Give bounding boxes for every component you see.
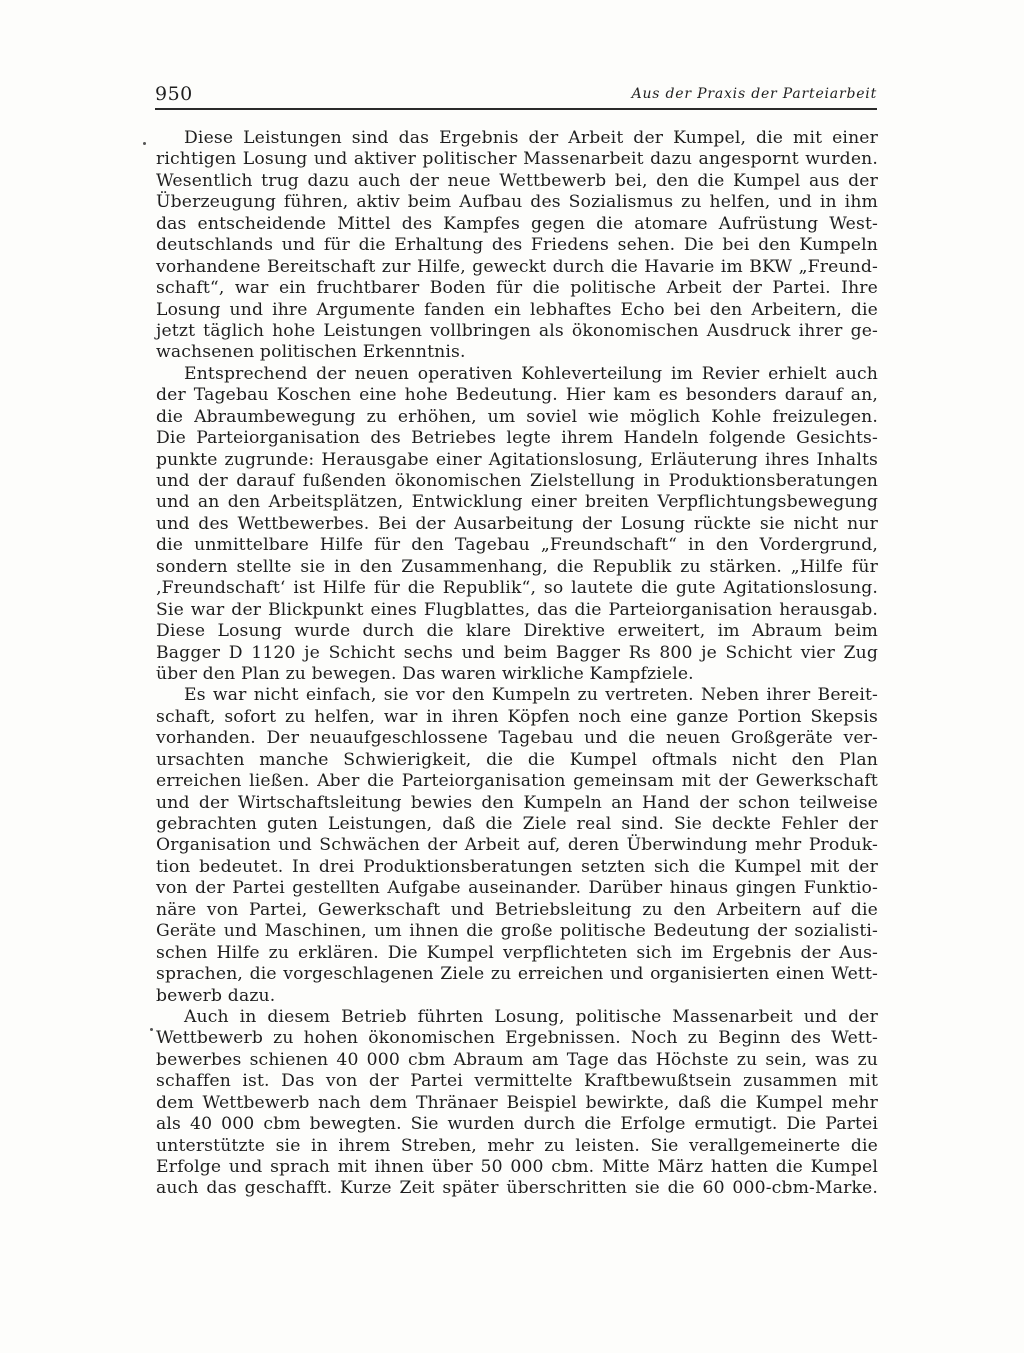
- page-header: [155, 82, 877, 110]
- text-line: der Tagebau Koschen eine hohe Bedeutung. Hier kam es besonders darauf an,: [156, 385, 878, 406]
- text-line: Auch in diesem Betrieb führten Losung, politische Massenarbeit und der: [184, 1006, 878, 1027]
- text-line: Bagger D 1120 je Schicht sechs und beim Bagger Rs 800 je Schicht vier Zug: [156, 642, 878, 663]
- text-line: und der darauf fußenden ökonomischen Zielstellung in Produktionsberatungen: [156, 471, 878, 491]
- text-line: von der Partei gestellten Aufgabe auseinander. Darüber hinaus gingen Funktio-: [156, 878, 878, 899]
- text-line: und der Wirtschaftsleitung bewies den Kumpeln an Hand der schon teilweise: [156, 792, 878, 813]
- text-line: Erfolge und sprach mit ihnen über 50 000 cbm. Mitte März hatten die Kumpel: [156, 1157, 878, 1177]
- text-line: gebrachten guten Leistungen, daß die Ziele real sind. Sie deckte Fehler der: [156, 814, 878, 834]
- text-line: unterstützte sie in ihrem Streben, mehr zu leisten. Sie verallgemeinerte die: [156, 1135, 878, 1156]
- text-line: sondern stellte sie in den Zusammenhang, die Republik zu stärken. „Hilfe für: [156, 556, 878, 577]
- text-line: Losung und ihre Argumente fanden ein lebhaftes Echo bei den Arbeitern, die: [156, 299, 878, 320]
- text-line: wachsenen politischen Erkenntnis.: [156, 342, 466, 363]
- margin-mark: [150, 1028, 153, 1031]
- text-line: über den Plan zu bewegen. Das waren wirkliche Kampfziele.: [156, 663, 694, 684]
- text-line: ‚Freundschaft‘ ist Hilfe für die Republik“, so lautete die gute Agitationslosung.: [156, 578, 878, 599]
- text-line: schen Hilfe zu erklären. Die Kumpel verpflichteten sich im Ergebnis der Aus-: [156, 942, 878, 963]
- paragraph-4: [156, 1007, 878, 1200]
- text-line: Es war nicht einfach, sie vor den Kumpeln zu vertreten. Neben ihrer Bereit-: [184, 685, 878, 706]
- text-line: Organisation und Schwächen der Arbeit auf, deren Überwindung mehr Produk-: [156, 835, 878, 856]
- text-line: schaft“, war ein fruchtbarer Boden für die politische Arbeit der Partei. Ihre: [156, 278, 878, 299]
- body-text: [156, 128, 878, 1200]
- text-line: schaft, sofort zu helfen, war in ihren Köpfen noch eine ganze Portion Skepsis: [156, 706, 878, 727]
- text-line: Überzeugung führen, aktiv beim Aufbau des Sozialismus zu helfen, und in ihm: [156, 192, 878, 213]
- text-line: erreichen ließen. Aber die Parteiorganisation gemeinsam mit der Gewerkschaft: [156, 771, 878, 792]
- page-number: 950: [155, 83, 193, 105]
- text-line: ursachten manche Schwierigkeit, die die Kumpel oftmals nicht den Plan: [156, 749, 878, 770]
- text-line: Entsprechend der neuen operativen Kohleverteilung im Revier erhielt auch: [184, 363, 878, 384]
- text-line: richtigen Losung und aktiver politischer Massenarbeit dazu angespornt wurden.: [156, 149, 878, 170]
- text-line: die Abraumbewegung zu erhöhen, um soviel wie möglich Kohle freizulegen.: [156, 406, 878, 427]
- text-line: Geräte und Maschinen, um ihnen die große politische Bedeutung der sozialisti-: [156, 921, 878, 942]
- text-line: deutschlands und für die Erhaltung des Friedens sehen. Die bei den Kumpeln: [156, 235, 878, 256]
- text-line: und des Wettbewerbes. Bei der Ausarbeitung der Losung rückte sie nicht nur: [156, 513, 878, 534]
- text-line: tion bedeutet. In drei Produktionsberatungen setzten sich die Kumpel mit der: [156, 856, 878, 877]
- text-line: bewerb dazu.: [156, 985, 276, 1006]
- margin-mark: [143, 142, 146, 145]
- text-line: Wesentlich trug dazu auch der neue Wettbewerb bei, den die Kumpel aus der: [156, 170, 878, 191]
- text-line: vorhandene Bereitschaft zur Hilfe, geweckt durch die Havarie im BKW „Freund-: [156, 256, 878, 277]
- text-line: Diese Losung wurde durch die klare Direktive erweitert, im Abraum beim: [156, 621, 878, 642]
- paragraph-3: [156, 685, 878, 1007]
- text-line: jetzt täglich hohe Leistungen vollbringen als ökonomischen Ausdruck ihrer ge-: [156, 320, 878, 341]
- text-line: vorhanden. Der neuaufgeschlossene Tagebau und die neuen Großgeräte ver-: [156, 728, 878, 749]
- text-line: Die Parteiorganisation des Betriebes legte ihrem Handeln folgende Gesichts-: [156, 428, 878, 449]
- paragraph-1: [156, 128, 878, 364]
- text-line: Sie war der Blickpunkt eines Flugblattes, das die Parteiorganisation herausgab.: [156, 599, 878, 620]
- text-line: und an den Arbeitsplätzen, Entwicklung einer breiten Verpflichtungsbewegung: [156, 492, 878, 513]
- text-line: schaffen ist. Das von der Partei vermittelte Kraftbewußtsein zusammen mit: [156, 1071, 878, 1092]
- running-head: Aus der Praxis der Parteiarbeit: [631, 86, 877, 102]
- text-line: dem Wettbewerb nach dem Thränaer Beispiel bewirkte, daß die Kumpel mehr: [156, 1092, 878, 1113]
- text-line: auch das geschafft. Kurze Zeit später überschritten sie die 60 000-cbm-Marke.: [156, 1178, 878, 1199]
- text-line: bewerbes schienen 40 000 cbm Abraum am Tage das Höchste zu sein, was zu: [156, 1049, 878, 1070]
- text-line: Diese Leistungen sind das Ergebnis der Arbeit der Kumpel, die mit einer: [184, 128, 878, 148]
- text-line: Wettbewerb zu hohen ökonomischen Ergebnissen. Noch zu Beginn des Wett-: [156, 1028, 878, 1049]
- text-line: die unmittelbare Hilfe für den Tagebau „Freundschaft“ in den Vordergrund,: [156, 535, 878, 556]
- text-line: näre von Partei, Gewerkschaft und Betriebsleitung zu den Arbeitern auf die: [156, 899, 878, 920]
- paragraph-2: [156, 364, 878, 686]
- text-line: als 40 000 cbm bewegten. Sie wurden durch die Erfolge ermutigt. Die Partei: [156, 1114, 878, 1135]
- text-line: das entscheidende Mittel des Kampfes gegen die atomare Aufrüstung West-: [156, 213, 878, 234]
- text-line: sprachen, die vorgeschlagenen Ziele zu erreichen und organisierten einen Wett-: [156, 964, 878, 985]
- text-line: punkte zugrunde: Herausgabe einer Agitationslosung, Erläuterung ihres Inhalts: [156, 449, 878, 470]
